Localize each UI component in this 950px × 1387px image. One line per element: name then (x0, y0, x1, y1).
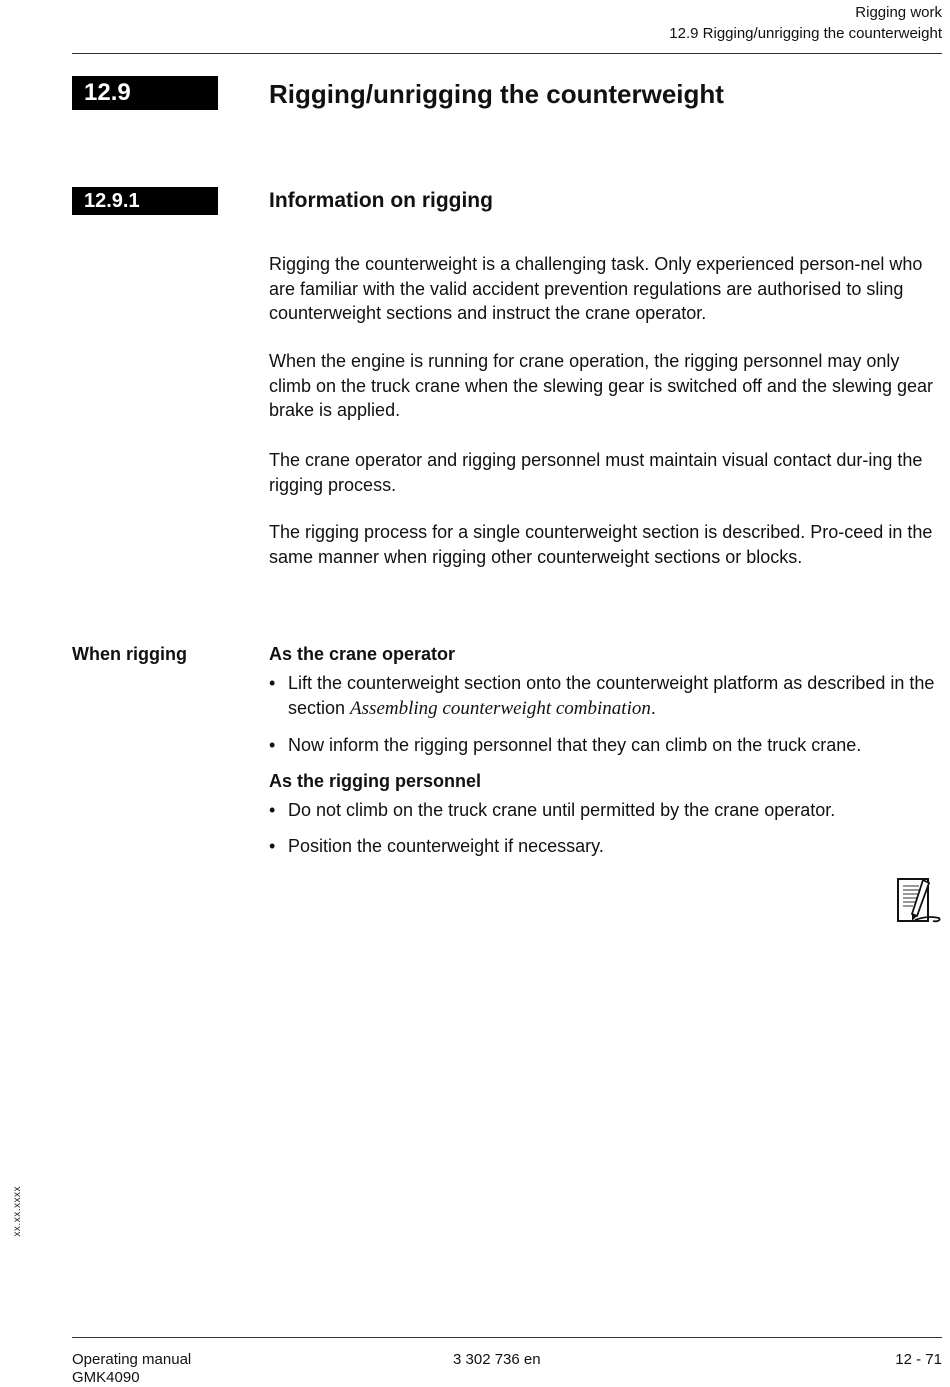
subsection-title: Information on rigging (269, 189, 493, 212)
paragraph: When the engine is running for crane operation, the rigging personnel may only climb on the truck crane when the slewing gear is switched off and the slewing gear brake is applied. (269, 351, 934, 420)
subsection-number: 12.9.1 (72, 187, 218, 215)
side-label-when-rigging: When rigging (72, 644, 187, 664)
running-header (669, 2, 942, 44)
footer-left (72, 1351, 191, 1387)
header-chapter: Rigging work (855, 4, 942, 21)
rigging-steps (269, 642, 945, 871)
footer-divider (72, 1337, 942, 1338)
section-title: Rigging/unrigging the counterweight (269, 79, 724, 109)
list-item: • Do not climb on the truck crane until permitted by the crane operator. (269, 798, 945, 823)
rigging-personnel-heading: As the rigging personnel (269, 770, 482, 791)
rigging-personnel-list (269, 798, 945, 859)
list-item: • Lift the counterweight section onto the counterweight platform as described in the section Assembling counterweight combination. (269, 671, 945, 721)
footer-doc-type: Operating manual (72, 1351, 192, 1368)
section-reference: Assembling counterweight combination (350, 697, 651, 719)
notes-page-icon (895, 876, 943, 926)
crane-operator-list (269, 671, 945, 758)
crane-operator-heading: As the crane operator (269, 644, 456, 664)
paragraph: Rigging the counterweight is a challenging task. Only experienced person-nel who are familiar with the valid accident prevention regulations are authorised to sling counterweight sections and instruct the crane operator. (269, 254, 923, 323)
paragraph: The rigging process for a single counterweight section is described. Pro-ceed in the same manner when rigging other counterweight sections or blocks. (269, 522, 933, 567)
footer-doc-number: 3 302 736 en (453, 1351, 541, 1368)
list-item: • Now inform the rigging personnel that they can climb on the truck crane. (269, 733, 945, 758)
list-item: • Position the counterweight if necessary. (269, 834, 945, 859)
paragraph: The crane operator and rigging personnel must maintain visual contact dur-ing the rigging process. (269, 450, 923, 495)
side-code: xx.xx.xxxx (12, 1186, 23, 1237)
section-number: 12.9 (72, 76, 218, 110)
footer-page-number: 12 - 71 (895, 1351, 942, 1368)
footer-model: GMK4090 (72, 1369, 140, 1386)
header-divider (72, 53, 942, 54)
header-section: 12.9 Rigging/unrigging the counterweight (669, 25, 942, 42)
